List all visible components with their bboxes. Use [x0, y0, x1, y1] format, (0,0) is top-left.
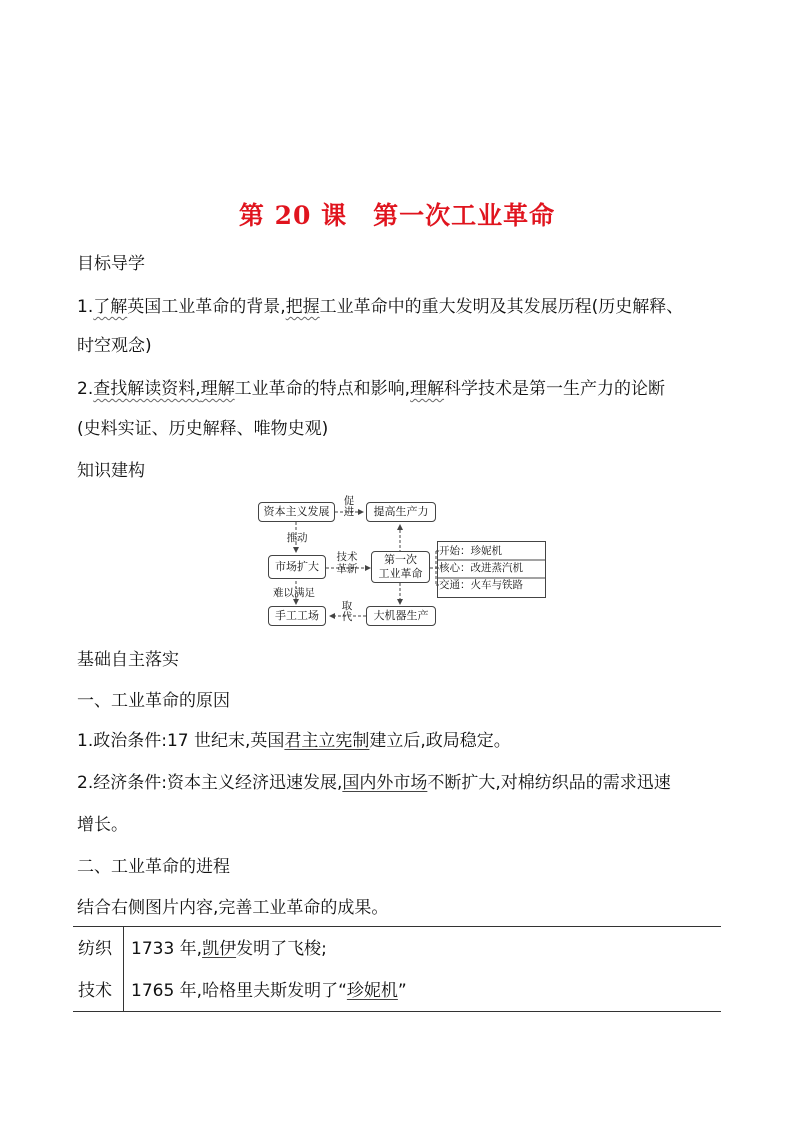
goal-1-text-a: 英国工业革命的背景, [127, 297, 286, 317]
goal-2-text-a: 工业革命的特点和影响, [234, 379, 411, 399]
label-tech [332, 551, 362, 575]
label-unable: 难以满足 [273, 587, 315, 599]
branch-transport: 交通：火车与铁路 [439, 579, 523, 591]
goal-item-2-cont: (史料实证、历史解释、唯物史观) [77, 419, 329, 439]
political-text-b: 建立后,政局稳定。 [369, 731, 511, 751]
label-tech-2: 革新 [336, 563, 358, 575]
table-divider [123, 927, 124, 1011]
box-revolution-line1: 第一次 [384, 553, 417, 566]
paragraph-political [77, 730, 511, 752]
row-2-text-a: 1765 年,哈格里夫斯发明了“ [131, 981, 347, 1001]
section-1-heading: 一、工业革命的原因 [77, 691, 230, 711]
label-push: 推动 [286, 532, 308, 544]
economic-text-a: 2.经济条件:资本主义经济迅速发展, [77, 773, 343, 793]
label-replace-1: 取 [341, 600, 353, 612]
goal-2-keyword-understand: 理解 [200, 379, 235, 399]
branch-frame [437, 541, 547, 601]
box-market: 市场扩大 [268, 555, 326, 579]
structure-heading: 知识建构 [77, 461, 145, 481]
box-capitalism: 资本主义发展 [258, 502, 335, 522]
row-2-text-b: ” [397, 981, 407, 1001]
lesson-name: 第一次工业革命 [373, 201, 556, 230]
table-header-1: 纺织 [78, 939, 112, 959]
basics-heading: 基础自主落实 [77, 650, 179, 670]
goal-2-number: 2. [77, 379, 94, 399]
page-title [0, 196, 794, 232]
table-row-1 [131, 938, 327, 960]
box-handicraft: 手工工场 [268, 606, 326, 626]
table-header-2: 技术 [78, 981, 112, 1001]
branch-core: 核心：改进蒸汽机 [439, 562, 523, 574]
lesson-number: 第 20 课 [238, 201, 348, 230]
economic-answer: 国内外市场 [342, 773, 428, 793]
row-1-answer: 凯伊 [202, 939, 237, 959]
section-2-heading: 二、工业革命的进程 [77, 857, 230, 877]
goal-item-1-cont: 时空观念) [77, 336, 152, 356]
goal-1-number: 1. [77, 297, 94, 317]
paragraph-economic [77, 772, 671, 794]
section-2-intro: 结合右侧图片内容,完善工业革命的成果。 [77, 898, 389, 918]
row-1-text-a: 1733 年, [131, 939, 203, 959]
political-answer: 君主立宪制 [284, 731, 370, 751]
goals-heading: 目标导学 [77, 254, 145, 274]
row-1-text-b: 发明了飞梭; [236, 939, 327, 959]
label-promote-2: 进 [343, 506, 355, 518]
box-machine: 大机器生产 [366, 606, 436, 626]
goal-1-keyword-grasp: 把握 [285, 297, 320, 317]
branch-start: 开始：珍妮机 [439, 545, 502, 557]
economic-text-b: 不断扩大,对棉纺织品的需求迅速 [427, 773, 671, 793]
box-revolution [371, 551, 430, 583]
goal-item-1 [77, 296, 683, 318]
goal-1-text-b: 工业革命中的重大发明及其发展历程(历史解释、 [319, 297, 684, 317]
goal-2-keyword-search: 查找解读资料, [93, 379, 201, 399]
goal-1-keyword-understand: 了解 [93, 297, 128, 317]
box-productivity: 提高生产力 [366, 502, 436, 522]
label-replace [341, 601, 353, 623]
box-revolution-line2: 工业革命 [378, 567, 423, 580]
goal-2-keyword-understand-2: 理解 [410, 379, 445, 399]
label-tech-1: 技术 [336, 551, 358, 563]
label-promote-1: 促 [343, 495, 355, 507]
table-row-2 [131, 980, 407, 1002]
achievements-table [73, 926, 721, 1012]
political-text-a: 1.政治条件:17 世纪末,英国 [77, 731, 285, 751]
label-promote [343, 496, 355, 518]
label-replace-2: 代 [341, 611, 353, 623]
paragraph-economic-cont: 增长。 [77, 815, 128, 835]
knowledge-diagram [250, 495, 550, 630]
goal-2-text-b: 科学技术是第一生产力的论断 [444, 379, 666, 399]
goal-item-2 [77, 378, 665, 400]
row-2-answer: 珍妮机 [346, 981, 398, 1001]
